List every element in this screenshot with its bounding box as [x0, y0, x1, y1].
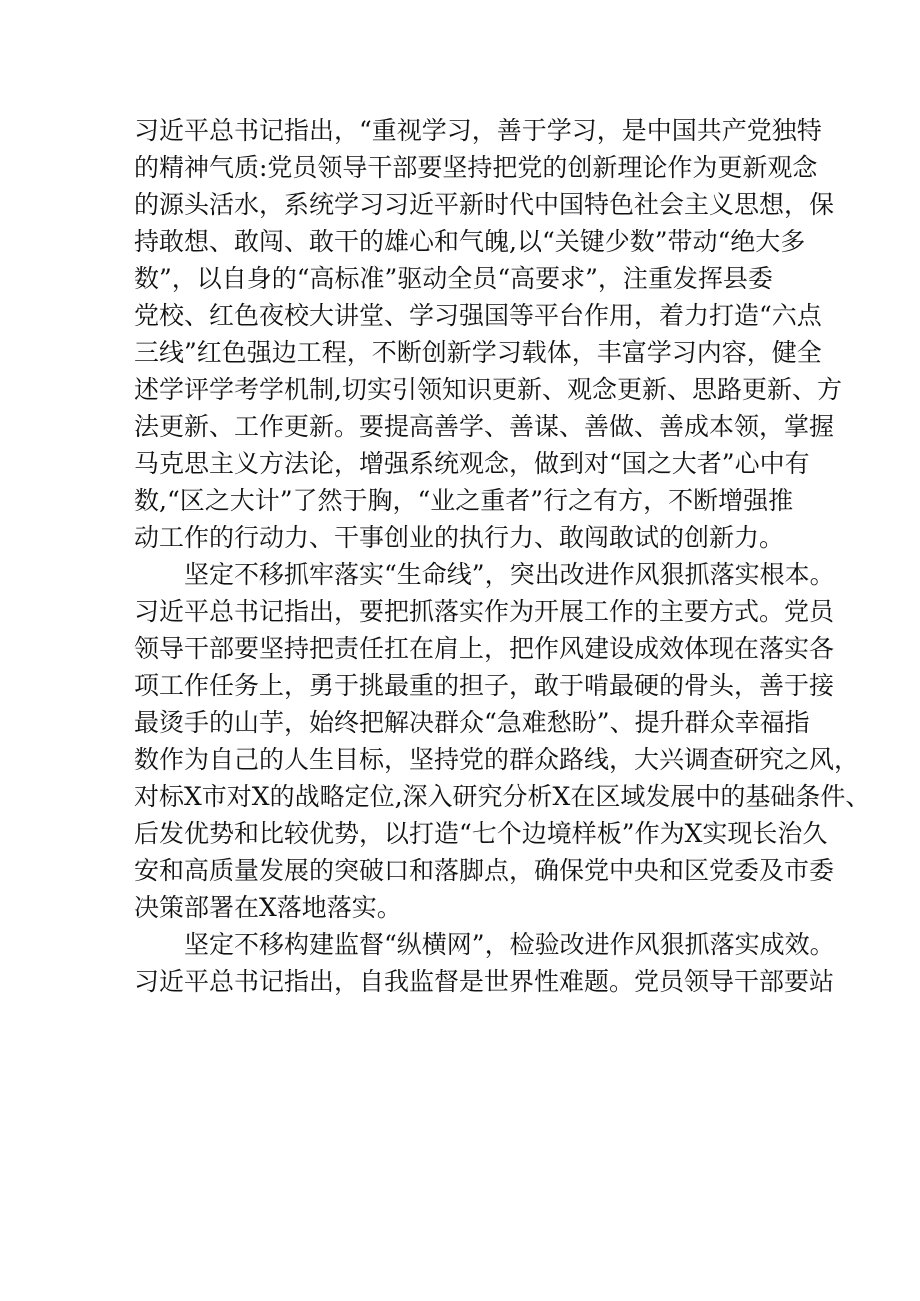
text-line: 动工作的行动力、干事创业的执行力、敢闯敢试的创新力。	[134, 523, 785, 552]
text-line: 党校、红色夜校大讲堂、学习强国等平台作用，着力打造“六点	[134, 301, 822, 330]
text-line: 项工作任务上，勇于挑最重的担子，敢于啃最硬的骨头，善于接	[134, 671, 835, 700]
text-line: 马克思主义方法论，增强系统观念，做到对“国之大者”心中有	[134, 449, 810, 478]
text-line: 习近平总书记指出，自我监督是世界性难题。党员领导干部要站	[134, 967, 835, 996]
text-line: 安和高质量发展的突破口和落脚点，确保党中央和区党委及市委	[134, 856, 835, 885]
text-line: 数,“区之大计”了然于胸，“业之重者”行之有方，不断增强推	[134, 486, 794, 515]
document-body	[134, 112, 871, 1000]
text-line: 领导干部要坚持把责任扛在肩上，把作风建设成效体现在落实各	[134, 634, 835, 663]
text-line: 习近平总书记指出，要把抓落实作为开展工作的主要方式。党员	[134, 597, 835, 626]
text-line: 法更新、工作更新。要提高善学、善谋、善做、善成本领，掌握	[134, 412, 835, 441]
text-line: 的源头活水，系统学习习近平新时代中国特色社会主义思想，保	[134, 190, 835, 219]
text-line: 习近平总书记指出，“重视学习，善于学习，是中国共产党独特	[134, 116, 822, 145]
text-line: 述学评学考学机制,切实引领知识更新、观念更新、思路更新、方	[134, 375, 842, 404]
text-line: 后发优势和比较优势，以打造“七个边境样板”作为X实现长治久	[134, 819, 828, 848]
text-line: 数”，以自身的“高标准”驱动全员“高要求”，注重发挥县委	[134, 264, 773, 293]
text-line: 三线”红色强边工程，不断创新学习载体，丰富学习内容，健全	[134, 338, 822, 367]
paragraph-start-line: 坚定不移抓牢落实“生命线”，突出改进作风狠抓落实根本。	[134, 560, 835, 589]
paragraph-start-line: 坚定不移构建监督“纵横网”，检验改进作风狠抓落实成效。	[134, 930, 835, 959]
text-line: 最烫手的山芋，始终把解决群众“急难愁盼”、提升群众幸福指	[134, 708, 810, 737]
text-line: 的精神气质:党员领导干部要坚持把党的创新理论作为更新观念	[134, 153, 818, 182]
text-line: 持敢想、敢闯、敢干的雄心和气魄,以“关键少数”带动“绝大多	[134, 227, 806, 256]
text-line: 决策部署在X落地落实。	[134, 893, 402, 922]
text-line: 对标X市对X的战略定位,深入研究分析X在区域发展中的基础条件、	[134, 782, 871, 811]
text-line: 数作为自己的人生目标，坚持党的群众路线，大兴调查研究之风，	[134, 745, 860, 774]
